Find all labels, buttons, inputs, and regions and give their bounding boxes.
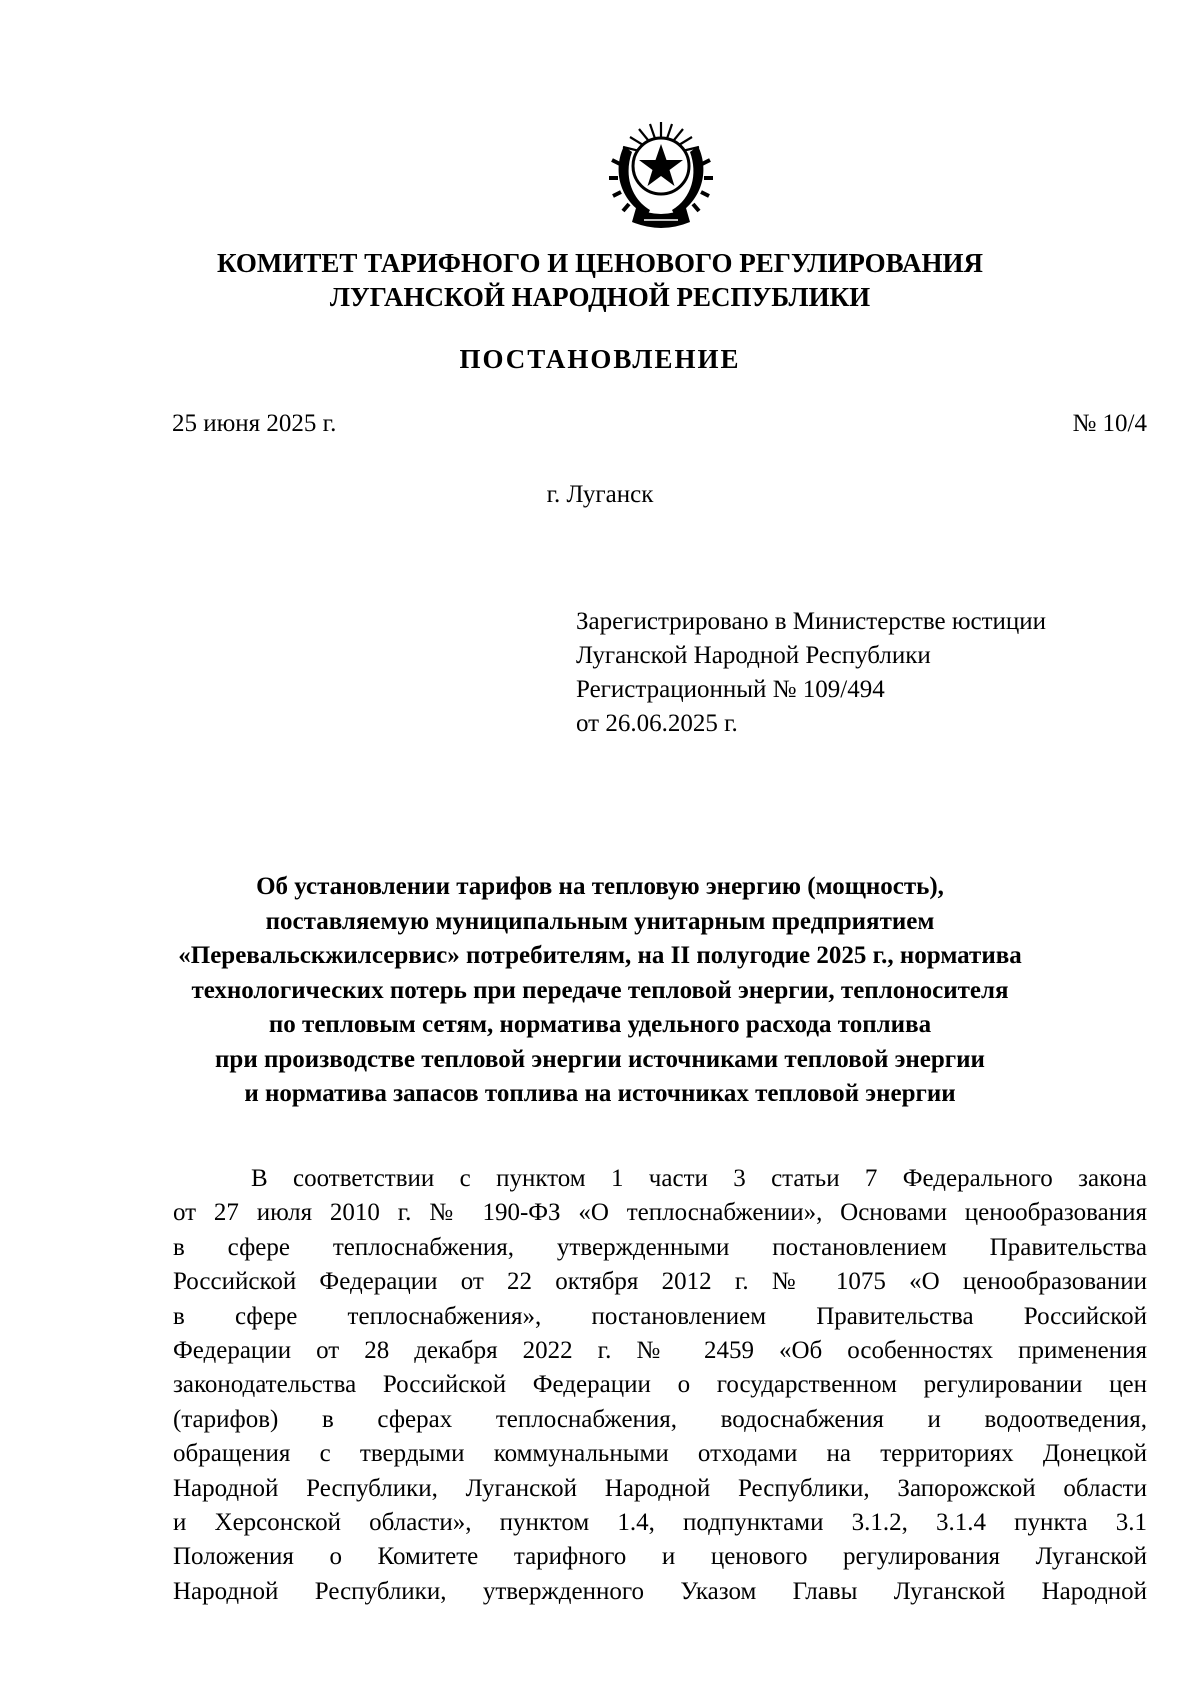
body-line: Положения о Комитете тарифного и ценового регулирования Луганской	[173, 1543, 1147, 1571]
document-city: г. Луганск	[546, 481, 654, 508]
body-line: обращения с твердыми коммунальными отходами на территориях Донецкой	[173, 1440, 1147, 1468]
body-line: в сфере теплоснабжения, утвержденными постановлением Правительства	[173, 1233, 1147, 1261]
org-line-1: КОМИТЕТ ТАРИФНОГО И ЦЕНОВОГО РЕГУЛИРОВАНИЯ	[216, 248, 983, 278]
coat-of-arms-emblem	[602, 116, 720, 234]
body-line: В соответствии с пунктом 1 части 3 статьи 7 Федерального закона	[251, 1165, 1147, 1192]
title-line: при производстве тепловой энергии источниками тепловой энергии	[215, 1045, 985, 1073]
body-line: Федерации от 28 декабря 2022 г. № 2459 «Об особенностях применения	[173, 1337, 1147, 1365]
registration-line: Зарегистрировано в Министерстве юстиции	[576, 608, 1047, 635]
body-line: Российской Федерации от 22 октября 2012 г. № 1075 «О ценообразовании	[173, 1268, 1147, 1296]
body-line: Народной Республики, утвержденного Указом Главы Луганской Народной	[173, 1577, 1147, 1605]
registration-line: от 26.06.2025 г.	[576, 710, 738, 737]
body-line: от 27 июля 2010 г. № 190-ФЗ «О теплоснабжении», Основами ценообразования	[173, 1199, 1147, 1227]
title-line: поставляемую муниципальным унитарным предприятием	[265, 907, 935, 935]
document-date: 25 июня 2025 г.	[172, 410, 337, 437]
organization-name	[0, 246, 1200, 314]
body-line: (тарифов) в сферах теплоснабжения, водоснабжения и водоотведения,	[173, 1405, 1147, 1433]
emblem-icon	[602, 116, 720, 234]
title-line: по тепловым сетям, норматива удельного расхода топлива	[268, 1011, 932, 1038]
ribbon	[632, 208, 690, 228]
body-line: законодательства Российской Федерации о государственном регулировании цен	[173, 1371, 1147, 1399]
body-line: в сфере теплоснабжения», постановлением Правительства Российской	[173, 1302, 1147, 1330]
title-line: Об установлении тарифов на тепловую энергию (мощность),	[256, 873, 944, 900]
body-line: и Херсонской области», пунктом 1.4, подпунктами 3.1.2, 3.1.4 пункта 3.1	[173, 1509, 1147, 1537]
registration-block	[576, 605, 1046, 741]
title-line: «Перевальскжилсервис» потребителям, на II полугодие 2025 г., норматива	[178, 942, 1022, 969]
title-line: и норматива запасов топлива на источниках тепловой энергии	[244, 1080, 956, 1107]
org-line-2: ЛУГАНСКОЙ НАРОДНОЙ РЕСПУБЛИКИ	[329, 282, 871, 312]
registration-line: Луганской Народной Республики	[576, 642, 931, 669]
document-number: № 10/4	[1072, 410, 1147, 437]
title-line: технологических потерь при передаче тепловой энергии, теплоносителя	[191, 976, 1009, 1004]
document-title	[160, 870, 1040, 1112]
body-line: Народной Республики, Луганской Народной Республики, Запорожской области	[173, 1474, 1147, 1502]
body-paragraph	[173, 1162, 1147, 1609]
document-type: ПОСТАНОВЛЕНИЕ	[459, 344, 741, 374]
registration-line: Регистрационный № 109/494	[576, 676, 885, 703]
